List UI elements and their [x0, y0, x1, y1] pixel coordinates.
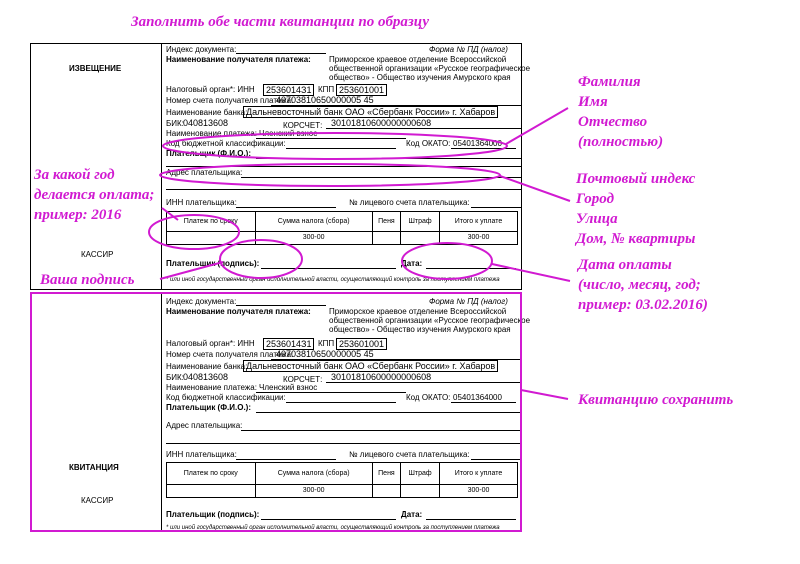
year-line-3: пример: 2016 — [34, 207, 122, 223]
okato-value-2: 05401364000 — [453, 393, 502, 402]
th-total: Итого к уплате — [440, 212, 518, 232]
receipt-frame — [31, 293, 521, 531]
bank-label-2: Наименование банка: — [166, 362, 248, 371]
korr-label: КОРСЧЕТ: — [283, 121, 323, 130]
date-ellipse — [402, 243, 492, 279]
fio-line-3: Отчество — [578, 114, 648, 130]
korr-label-2: КОРСЧЕТ: — [283, 375, 323, 384]
annotation-date — [578, 255, 708, 315]
kpp-value-2: 253601001 — [336, 338, 387, 350]
signature-label-2: Плательщик (подпись): — [166, 510, 260, 519]
cashier-label-2: КАССИР — [81, 496, 114, 505]
bank-value: Дальневосточный банк ОАО «Сбербанк России» г. Хабаров — [243, 106, 498, 118]
td-tax-2: 300-00 — [255, 485, 372, 498]
inn-value-2: 2536014З1 — [263, 338, 314, 350]
doc-index-label-2: Индекс документа: — [166, 297, 237, 306]
annotation-signature: Ваша подпись — [40, 272, 135, 288]
bik-value: 040813608 — [183, 118, 229, 128]
recipient-line-1: Приморское краевое отделение Всероссийской — [329, 55, 507, 64]
account-value: 40703810650000005 45 — [276, 95, 374, 105]
signature-label: Плательщик (подпись): — [166, 259, 260, 268]
kbk-label: Код бюджетной классификации: — [166, 139, 286, 148]
recipient-line-3: общество» - Общество изучения Амурского края — [329, 73, 511, 82]
year-line-2: делается оплата; — [34, 187, 155, 203]
address-line-1: Почтовый индекс — [576, 171, 696, 187]
fio-pointer — [506, 108, 568, 144]
td-total-2: 300-00 — [440, 485, 518, 498]
th-fine: Штраф — [401, 212, 440, 232]
th-tax-2: Сумма налога (сбора) — [255, 463, 372, 485]
address-line-2: Город — [576, 191, 615, 207]
bik-label: БИК: — [166, 119, 184, 128]
bank-value-2: Дальневосточный банк ОАО «Сбербанк России» г. Хабаров — [243, 360, 498, 372]
inn-payer-label-2: ИНН плательщика: — [166, 450, 237, 459]
th-term: Платеж по сроку — [167, 212, 256, 232]
form-name-2: Форма № ПД (налог) — [429, 297, 508, 306]
td-tax: 300-00 — [255, 232, 372, 245]
th-total-2: Итого к уплате — [440, 463, 518, 485]
recipient-line-1b: Приморское краевое отделение Всероссийской — [329, 307, 507, 316]
th-fine-2: Штраф — [401, 463, 440, 485]
recipient-line-2b: общественной организации «Русское географическое — [329, 316, 531, 325]
bik-label-2: БИК: — [166, 373, 184, 382]
fio-line-2: Имя — [578, 94, 608, 110]
korr-value-2: 30101810600000000608 — [331, 372, 432, 382]
date-label: Дата: — [401, 259, 423, 268]
annotation-year — [34, 165, 154, 225]
date-line-1: Дата оплаты — [578, 257, 672, 273]
payment-name-value: Членский взнос — [259, 129, 318, 138]
th-term-2: Платеж по сроку — [167, 463, 256, 485]
footnote: * или иной государственный орган исполнительной власти, осуществляющий контроль за поступлением платежа — [166, 277, 500, 283]
recipient-name-label-2: Наименование получателя платежа: — [166, 307, 311, 316]
personal-account-label-2: № лицевого счета плательщика: — [349, 450, 470, 459]
date-label-2: Дата: — [401, 510, 423, 519]
address-line-4: Дом, № квартиры — [576, 231, 696, 247]
korr-value: 30101810600000000608 — [331, 118, 432, 128]
th-penalty-2: Пеня — [372, 463, 400, 485]
kpp-label-2: КПП — [318, 339, 335, 348]
address-ellipse — [160, 164, 500, 186]
fio-ellipse — [163, 133, 507, 159]
okato-label-2: Код ОКАТО: — [406, 393, 451, 402]
kpp-label: КПП — [318, 85, 335, 94]
payer-label-2: Плательщик (Ф.И.О.): — [166, 403, 252, 412]
year-ellipse — [149, 215, 239, 249]
fio-line-4: (полностью) — [578, 134, 664, 150]
recipient-name-label: Наименование получателя платежа: — [166, 55, 311, 64]
signature-ellipse — [220, 240, 302, 278]
payment-name-value-2: Членский взнос — [259, 383, 318, 392]
signature-pointer — [160, 262, 223, 279]
okato-label: Код ОКАТО: — [406, 139, 451, 148]
payer-label: Плательщик (Ф.И.О.): — [166, 149, 252, 158]
recipient-line-3b: общество» - Общество изучения Амурского края — [329, 325, 511, 334]
receipt-label: КВИТАНЦИЯ — [69, 463, 119, 472]
inn-value: 2536014З1 — [263, 84, 314, 96]
td-total: 300-00 — [440, 232, 518, 245]
annotation-fio — [578, 72, 663, 152]
annotation-address — [576, 169, 695, 249]
bank-label: Наименование банка: — [166, 108, 248, 117]
payment-name-label-2: Наименование платежа: — [166, 383, 257, 392]
footnote-2: * или иной государственный орган исполнительной власти, осуществляющий контроль за поступлением платежа — [166, 525, 500, 531]
tax-authority-label-2: Налоговый орган*: ИНН — [166, 339, 255, 348]
date-line-3: пример: 03.02.2016) — [578, 297, 708, 313]
date-pointer — [492, 264, 570, 281]
inn-payer-label: ИНН плательщика: — [166, 198, 237, 207]
instruction-header: Заполнить обе части квитанции по образцу — [131, 14, 429, 30]
account-label-2: Номер счета получателя платежа: — [166, 350, 294, 359]
annotation-keep: Квитанцию сохранить — [578, 392, 734, 408]
recipient-line-2: общественной организации «Русское географическое — [329, 64, 531, 73]
payment-name-label: Наименование платежа: — [166, 129, 257, 138]
keep-pointer — [521, 390, 568, 399]
notice-label: ИЗВЕЩЕНИЕ — [69, 64, 122, 73]
tax-authority-label: Налоговый орган*: ИНН — [166, 85, 255, 94]
cashier-label: КАССИР — [81, 250, 114, 259]
personal-account-label: № лицевого счета плательщика: — [349, 198, 470, 207]
address-line-3: Улица — [576, 211, 618, 227]
bik-value-2: 040813608 — [183, 372, 229, 382]
th-penalty: Пеня — [372, 212, 400, 232]
doc-index-label: Индекс документа: — [166, 45, 237, 54]
account-label: Номер счета получателя платежа: — [166, 96, 294, 105]
fio-line-1: Фамилия — [578, 74, 641, 90]
account-value-2: 40703810650000005 45 — [276, 349, 374, 359]
year-line-1: За какой год — [34, 167, 115, 183]
th-tax: Сумма налога (сбора) — [255, 212, 372, 232]
form-name: Форма № ПД (налог) — [429, 45, 508, 54]
address-label: Адрес плательщика: — [166, 168, 243, 177]
date-line-2: (число, месяц, год; — [578, 277, 701, 293]
address-pointer — [500, 176, 570, 201]
kbk-label-2: Код бюджетной классификации: — [166, 393, 286, 402]
okato-value: 05401364000 — [453, 139, 502, 148]
address-label-2: Адрес плательщика: — [166, 421, 243, 430]
kpp-value: 253601001 — [336, 84, 387, 96]
